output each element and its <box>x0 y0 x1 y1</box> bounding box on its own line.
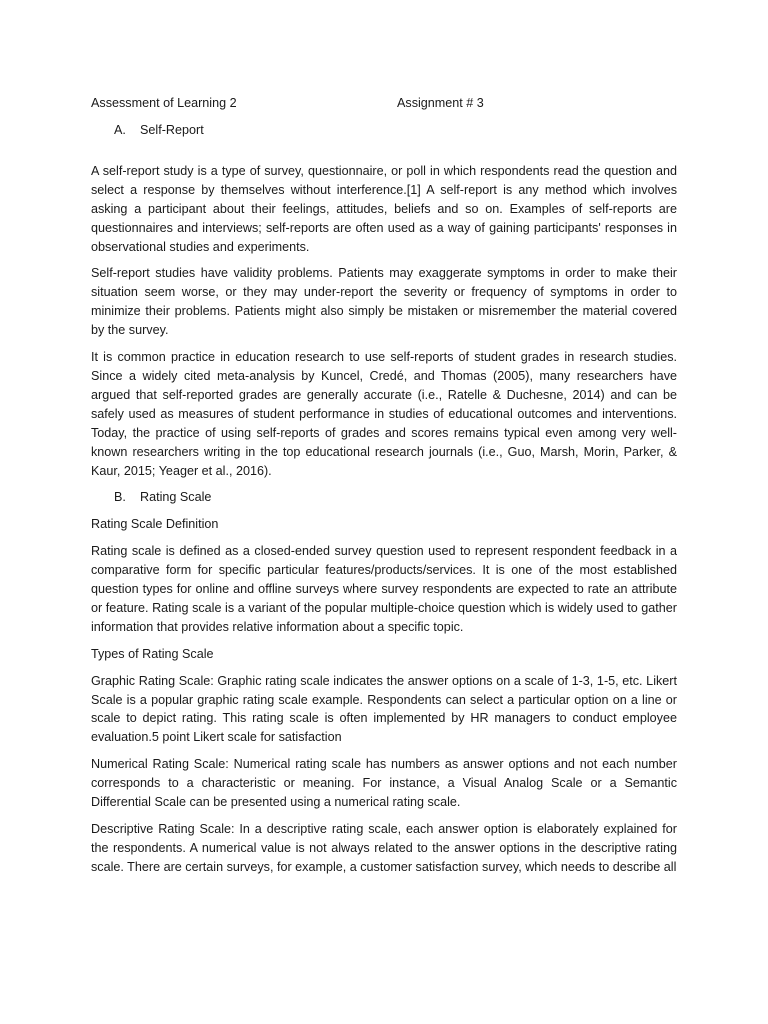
graphic-rating-scale-term: Graphic Rating Scale: <box>91 673 214 688</box>
section-a-heading <box>91 121 677 140</box>
section-b-title: Rating Scale <box>140 490 212 505</box>
course-title: Assessment of Learning 2 <box>91 96 237 110</box>
types-heading: Types of Rating Scale <box>91 646 214 661</box>
self-report-paragraph-3: It is common practice in education research to use self-reports of student grades in research studies. Since a widely cited meta-analysis by Kuncel, Credé, and Thomas (2005), many researchers have argued that self-reported grades are generally accurate (i.e., Ratelle & Duchesne, 2014) and can be safely used as measures of student performance in studies of educational outcomes and interventions. Today, the practice of using self-reports of grades and scores remains typical even among very well-known researchers writing in the top educational research journals (i.e., Guo, Marsh, Morin, Parker, & Kaur, 2015; Yeager et al., 2016). <box>91 350 677 478</box>
self-report-paragraph-1: A self-report study is a type of survey, questionnaire, or poll in which respondents read the question and select a response by themselves without interference.[1] A self-report is any method which involves asking a participant about their feelings, attitudes, beliefs and so on. Examples of self-reports are questionnaires and interviews; self-reports are often used as a way of gaining participants' responses in observational studies and experiments. <box>91 163 677 254</box>
descriptive-rating-scale-paragraph <box>91 820 677 877</box>
numerical-rating-scale-paragraph <box>91 755 677 812</box>
self-report-paragraph-2: Self-report studies have validity problems. Patients may exaggerate symptoms in order to make their situation seem worse, or they may under-report the severity or frequency of symptoms in order to minimize their problems. Patients might also simply be mistaken or misremember the material covered by the survey. <box>91 266 677 338</box>
section-a-letter: A. <box>114 123 126 137</box>
graphic-rating-scale-text: Graphic rating scale indicates the answer options on a scale of 1-3, 1-5, etc. Likert Scale is a popular graphic rating scale example. Respondents can select a particular option on a line or scale to depict rating. This rating scale is often implemented by HR managers to conduct employee evaluation.5 point Likert scale for satisfaction <box>91 673 677 745</box>
graphic-rating-scale-paragraph <box>91 672 677 748</box>
document-header <box>91 94 677 113</box>
assignment-number: Assignment # 3 <box>397 96 484 110</box>
numerical-rating-scale-text: Numerical rating scale has numbers as answer options and not each number corresponds to a characteristic or meaning. For instance, a Visual Analog Scale or a Semantic Differential Scale can be presented using a numerical rating scale. <box>91 757 677 810</box>
section-b-heading <box>91 488 677 507</box>
numerical-rating-scale-term: Numerical Rating Scale: <box>91 757 229 772</box>
descriptive-rating-scale-term: Descriptive Rating Scale: <box>91 822 235 836</box>
definition-paragraph: Rating scale is defined as a closed-ended survey question used to represent respondent feedback in a comparative form for specific particular features/products/services. It is one of the most established question types for online and offline surveys where survey respondents are expected to rate an attribute or feature. Rating scale is a variant of the popular multiple-choice question which is widely used to gather information that provides relative information about a specific topic. <box>91 544 677 634</box>
definition-heading: Rating Scale Definition <box>91 517 219 532</box>
descriptive-rating-scale-text: In a descriptive rating scale, each answer option is elaborately explained for the respondents. A numerical value is not always related to the answer options in the descriptive rating scale. There are certain surveys, for example, a customer satisfaction survey, which needs to describe all <box>91 822 677 874</box>
document-content <box>91 94 677 885</box>
section-a-title: Self-Report <box>140 123 204 137</box>
section-b-letter: B. <box>114 490 126 505</box>
